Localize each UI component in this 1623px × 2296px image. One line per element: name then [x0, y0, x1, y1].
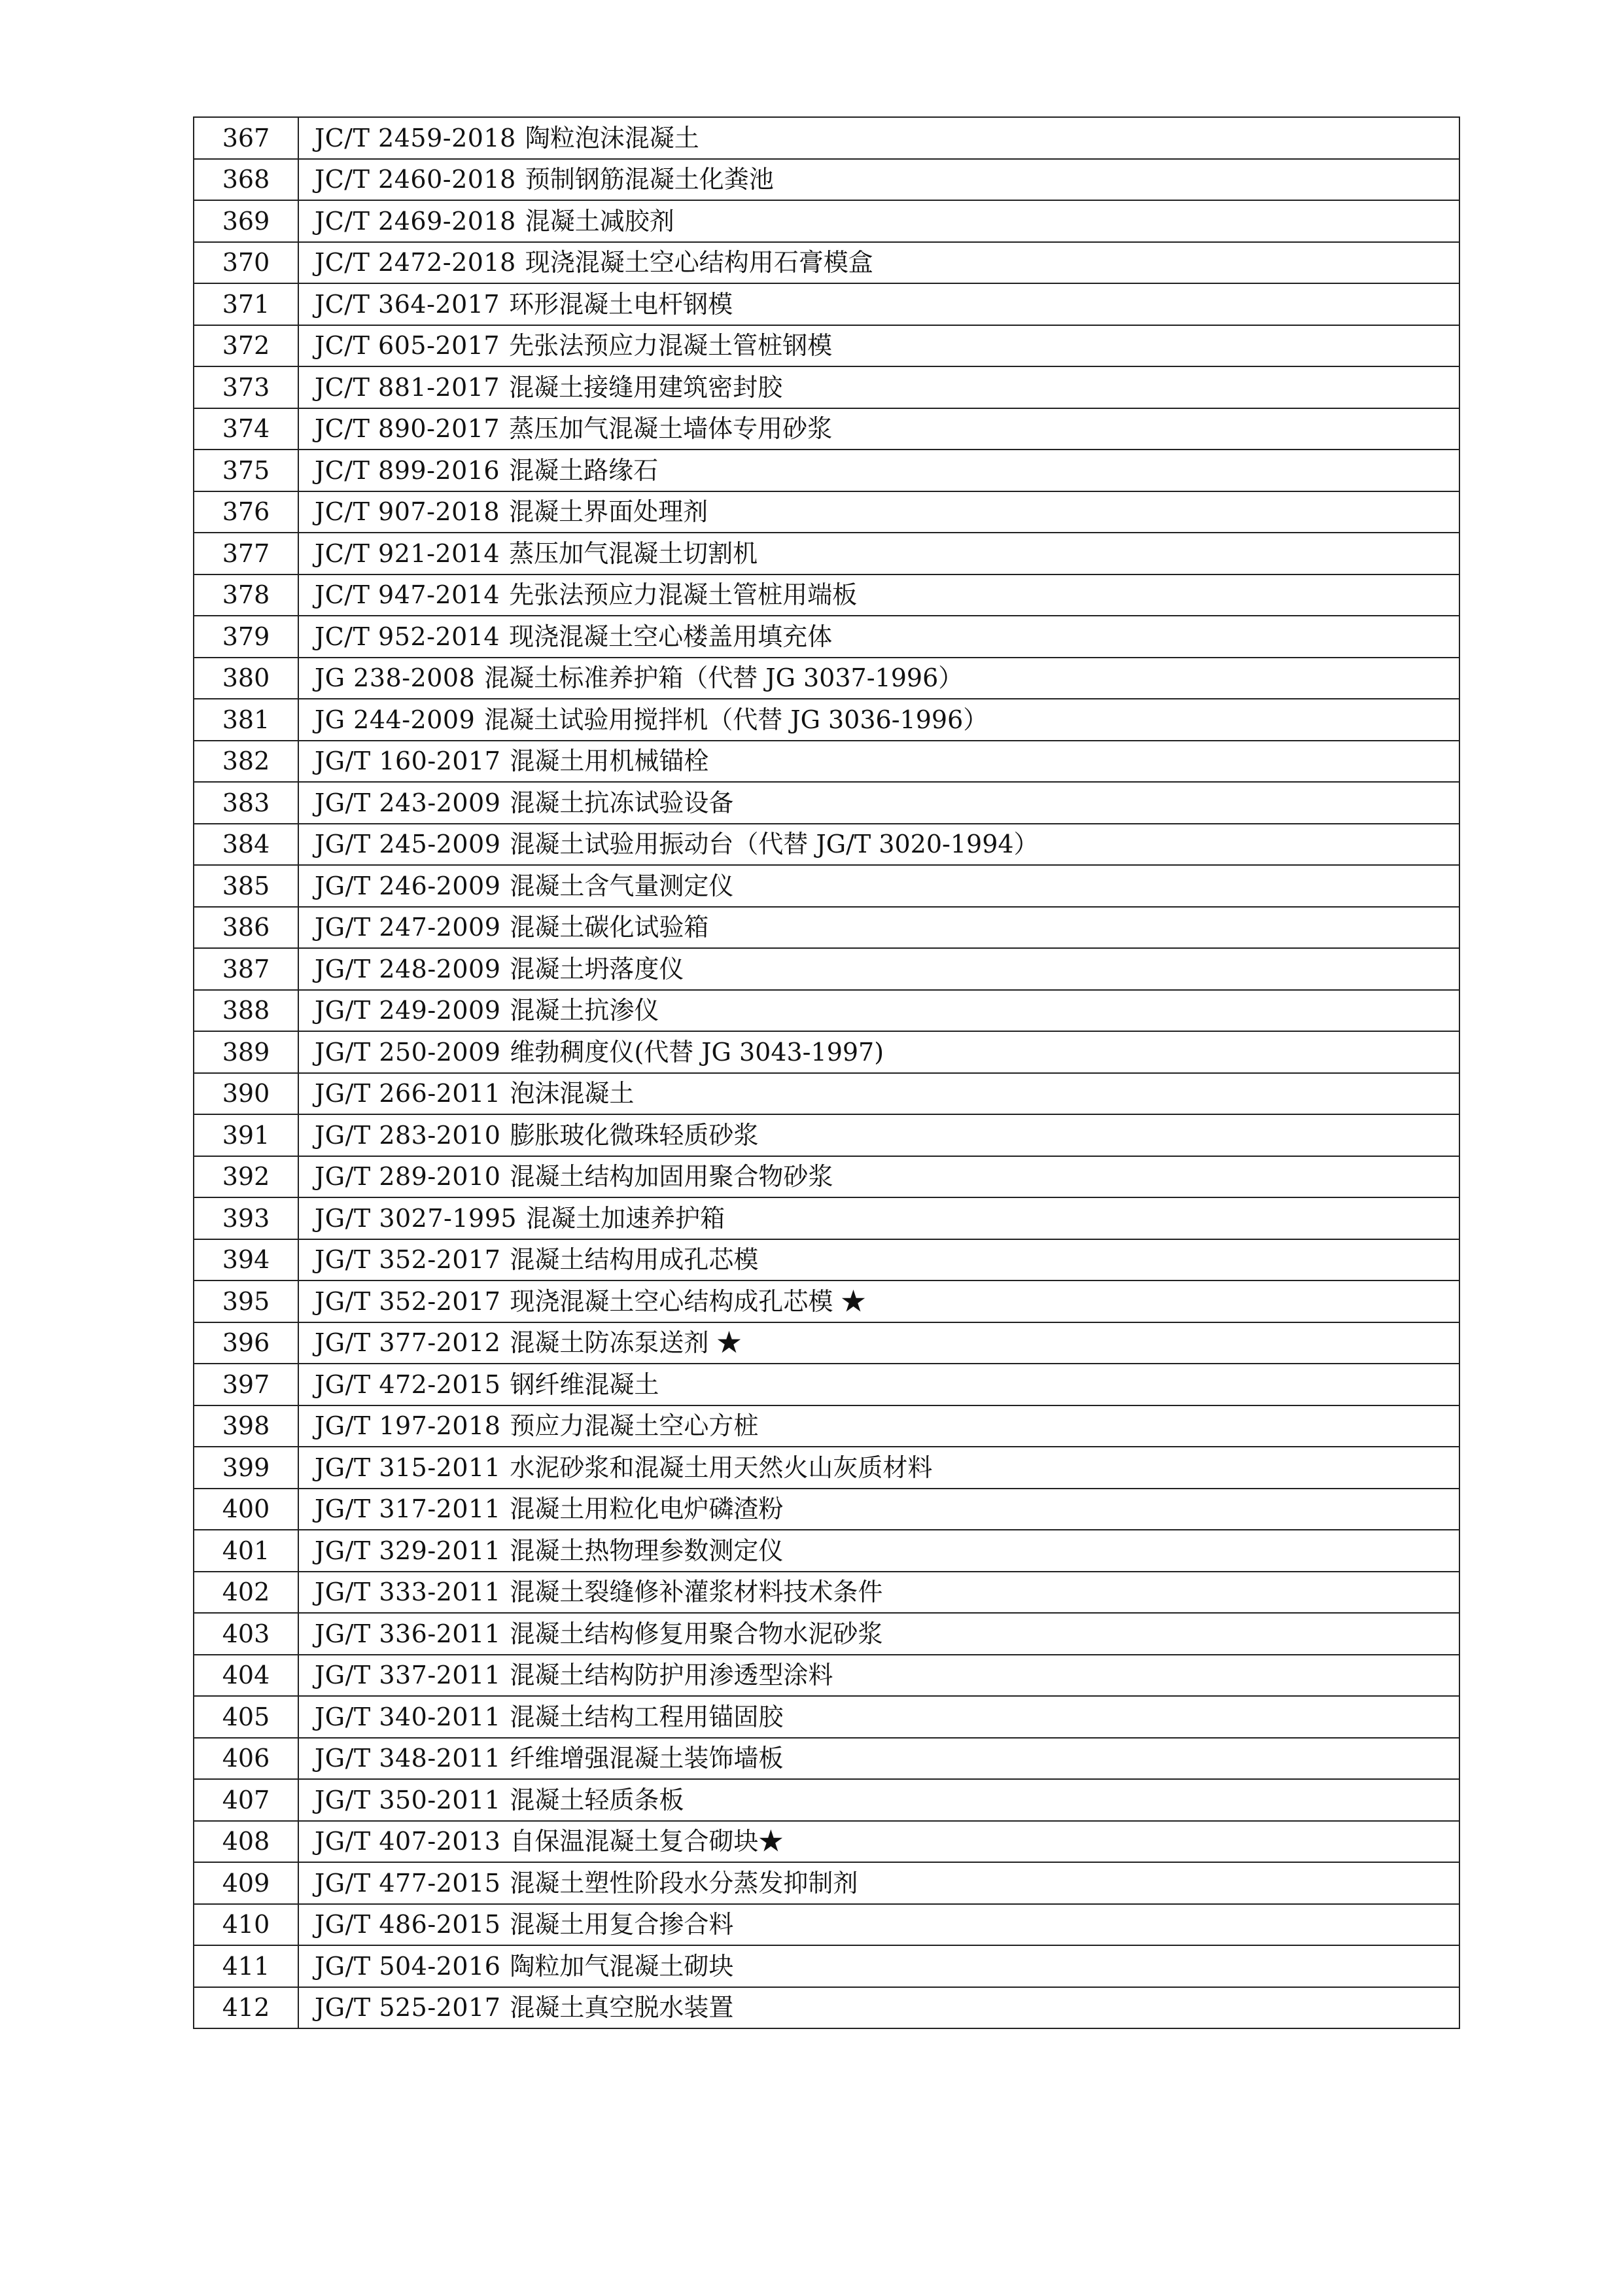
standard-code: JG/T 352-2017: [315, 1286, 501, 1316]
standard-title: 混凝土试验用振动台（代替 JG/T 3020-1994）: [510, 830, 1039, 859]
row-number: 378: [194, 574, 298, 616]
standard-title: 环形混凝土电杆钢模: [509, 289, 733, 319]
standard-title: 现浇混凝土空心楼盖用填充体: [509, 622, 833, 651]
table-row: [194, 200, 1459, 242]
row-number: 393: [194, 1197, 298, 1239]
standard-cell: [298, 658, 1459, 699]
row-number: 391: [194, 1114, 298, 1156]
standard-code: JC/T 2472-2018: [315, 248, 516, 277]
standard-title: 蒸压加气混凝土切割机: [509, 539, 758, 568]
standard-cell: [298, 1904, 1459, 1946]
standard-code: JC/T 605-2017: [315, 331, 500, 361]
standard-code: JG/T 160-2017: [315, 747, 501, 776]
row-number: 377: [194, 533, 298, 574]
standard-title: 水泥砂浆和混凝土用天然火山灰质材料: [510, 1453, 933, 1482]
standard-code: JG/T 352-2017: [315, 1245, 501, 1275]
standard-title: 混凝土用复合掺合料: [510, 1910, 734, 1939]
row-number: 382: [194, 741, 298, 783]
standard-cell: [298, 283, 1459, 325]
row-number: 412: [194, 1987, 298, 2029]
standard-cell: [298, 117, 1459, 159]
standard-cell: [298, 907, 1459, 949]
standard-code: JG/T 329-2011: [315, 1536, 501, 1565]
standard-title: 混凝土结构加固用聚合物砂浆: [510, 1162, 833, 1192]
standard-code: JG/T 315-2011: [315, 1453, 501, 1482]
table-row: [194, 1530, 1459, 1572]
standard-title: 混凝土用粒化电炉磷渣粉: [510, 1494, 784, 1524]
standard-cell: [298, 200, 1459, 242]
standard-code: JG/T 407-2013: [315, 1827, 501, 1856]
table-row: [194, 782, 1459, 824]
standard-cell: [298, 1530, 1459, 1572]
standard-cell: [298, 699, 1459, 741]
table-row: [194, 1489, 1459, 1530]
table-row: [194, 325, 1459, 367]
row-number: 395: [194, 1280, 298, 1322]
standard-code: JC/T 364-2017: [315, 289, 500, 319]
table-row: [194, 907, 1459, 949]
standard-code: JG/T 377-2012: [315, 1328, 501, 1358]
row-number: 367: [194, 117, 298, 159]
table-row: [194, 699, 1459, 741]
standard-cell: [298, 408, 1459, 450]
standard-title: 混凝土减胶剂: [525, 206, 674, 236]
table-row: [194, 1987, 1459, 2029]
table-row: [194, 865, 1459, 907]
table-row: [194, 159, 1459, 201]
standard-title: 混凝土结构修复用聚合物水泥砂浆: [510, 1619, 883, 1648]
table-row: [194, 1821, 1459, 1863]
standard-code: JC/T 2469-2018: [315, 206, 516, 236]
standard-title: 混凝土含气量测定仪: [510, 871, 734, 900]
standard-title: 泡沫混凝土: [510, 1079, 635, 1108]
standard-code: JC/T 899-2016: [315, 455, 500, 485]
table-row: [194, 1945, 1459, 1987]
table-row: [194, 658, 1459, 699]
standard-cell: [298, 1738, 1459, 1780]
row-number: 384: [194, 824, 298, 866]
standard-cell: [298, 782, 1459, 824]
standard-cell: [298, 1239, 1459, 1281]
table-row: [194, 948, 1459, 990]
standard-code: JG/T 340-2011: [315, 1702, 501, 1731]
row-number: 405: [194, 1696, 298, 1738]
standard-title: 自保温混凝土复合砌块★: [510, 1827, 784, 1856]
row-number: 385: [194, 865, 298, 907]
standard-code: JC/T 890-2017: [315, 414, 500, 444]
standard-cell: [298, 1489, 1459, 1530]
standard-cell: [298, 741, 1459, 783]
standard-title: 混凝土抗冻试验设备: [510, 788, 734, 817]
standard-cell: [298, 1280, 1459, 1322]
table-row: [194, 1447, 1459, 1489]
standard-cell: [298, 616, 1459, 658]
standard-code: JG/T 245-2009: [315, 830, 501, 859]
standard-code: JG/T 486-2015: [315, 1910, 501, 1939]
row-number: 398: [194, 1405, 298, 1447]
standard-code: JG/T 337-2011: [315, 1661, 501, 1690]
standard-title: 纤维增强混凝土装饰墙板: [510, 1744, 784, 1773]
standard-title: 现浇混凝土空心结构用石膏模盒: [525, 248, 873, 277]
standard-cell: [298, 865, 1459, 907]
row-number: 408: [194, 1821, 298, 1863]
standard-title: 混凝土标准养护箱（代替 JG 3037-1996）: [484, 663, 964, 693]
table-row: [194, 574, 1459, 616]
standard-cell: [298, 1031, 1459, 1073]
standard-title: 混凝土路缘石: [509, 455, 659, 485]
row-number: 372: [194, 325, 298, 367]
row-number: 369: [194, 200, 298, 242]
table-row: [194, 824, 1459, 866]
row-number: 383: [194, 782, 298, 824]
standard-cell: [298, 1987, 1459, 2029]
standard-title: 混凝土结构用成孔芯模: [510, 1245, 759, 1275]
standard-cell: [298, 159, 1459, 201]
standard-cell: [298, 325, 1459, 367]
standard-cell: [298, 1779, 1459, 1821]
standard-title: 混凝土坍落度仪: [510, 954, 684, 983]
table-body: [194, 117, 1459, 2028]
row-number: 376: [194, 491, 298, 533]
standard-cell: [298, 1405, 1459, 1447]
standard-cell: [298, 450, 1459, 491]
table-row: [194, 990, 1459, 1032]
row-number: 379: [194, 616, 298, 658]
standard-title: 混凝土真空脱水装置: [510, 1993, 734, 2022]
table-row: [194, 616, 1459, 658]
row-number: 388: [194, 990, 298, 1032]
standard-title: 先张法预应力混凝土管桩钢模: [509, 331, 833, 361]
standard-title: 混凝土加速养护箱: [526, 1203, 725, 1233]
row-number: 373: [194, 366, 298, 408]
row-number: 390: [194, 1073, 298, 1115]
row-number: 381: [194, 699, 298, 741]
standard-title: 混凝土裂缝修补灌浆材料技术条件: [510, 1578, 883, 1607]
row-number: 410: [194, 1904, 298, 1946]
standard-title: 混凝土接缝用建筑密封胶: [509, 372, 783, 402]
standard-title: 预应力混凝土空心方桩: [510, 1411, 759, 1441]
standard-cell: [298, 1696, 1459, 1738]
standard-title: 混凝土试验用搅拌机（代替 JG 3036-1996）: [484, 705, 988, 734]
standard-cell: [298, 1821, 1459, 1863]
standard-title: 现浇混凝土空心结构成孔芯模 ★: [510, 1286, 866, 1316]
standard-code: JG/T 317-2011: [315, 1494, 501, 1524]
standard-code: JG/T 247-2009: [315, 913, 501, 942]
standard-code: JG/T 283-2010: [315, 1120, 501, 1150]
table-row: [194, 1073, 1459, 1115]
table-row: [194, 1862, 1459, 1904]
standard-code: JG/T 525-2017: [315, 1993, 501, 2022]
table-row: [194, 741, 1459, 783]
standard-cell: [298, 1364, 1459, 1405]
standard-title: 膨胀玻化微珠轻质砂浆: [510, 1120, 759, 1150]
standard-code: JG/T 336-2011: [315, 1619, 501, 1648]
standard-code: JG/T 348-2011: [315, 1744, 501, 1773]
standard-code: JC/T 2459-2018: [315, 123, 516, 152]
row-number: 371: [194, 283, 298, 325]
table-row: [194, 1779, 1459, 1821]
standards-table: [193, 116, 1460, 2029]
standard-title: 混凝土结构工程用锚固胶: [510, 1702, 784, 1731]
table-row: [194, 242, 1459, 284]
table-row: [194, 408, 1459, 450]
row-number: 380: [194, 658, 298, 699]
standard-code: JG/T 197-2018: [315, 1411, 501, 1441]
table-row: [194, 283, 1459, 325]
standard-code: JG/T 249-2009: [315, 996, 501, 1025]
row-number: 407: [194, 1779, 298, 1821]
row-number: 375: [194, 450, 298, 491]
standard-cell: [298, 1322, 1459, 1364]
standard-code: JG/T 243-2009: [315, 788, 501, 817]
standard-cell: [298, 990, 1459, 1032]
row-number: 392: [194, 1156, 298, 1198]
standard-title: 混凝土防冻泵送剂 ★: [510, 1328, 742, 1358]
standard-cell: [298, 1197, 1459, 1239]
standard-code: JC/T 921-2014: [315, 539, 500, 568]
row-number: 401: [194, 1530, 298, 1572]
standard-title: 混凝土抗渗仪: [510, 996, 659, 1025]
standard-title: 混凝土界面处理剂: [509, 497, 708, 527]
standard-cell: [298, 1655, 1459, 1697]
standard-cell: [298, 1114, 1459, 1156]
standard-cell: [298, 1073, 1459, 1115]
table-row: [194, 450, 1459, 491]
table-row: [194, 1031, 1459, 1073]
table-row: [194, 491, 1459, 533]
standard-cell: [298, 1447, 1459, 1489]
table-row: [194, 1364, 1459, 1405]
standard-title: 混凝土塑性阶段水分蒸发抑制剂: [510, 1868, 858, 1898]
row-number: 406: [194, 1738, 298, 1780]
row-number: 396: [194, 1322, 298, 1364]
row-number: 374: [194, 408, 298, 450]
standard-code: JC/T 881-2017: [315, 372, 500, 402]
table-row: [194, 1280, 1459, 1322]
row-number: 394: [194, 1239, 298, 1281]
standard-cell: [298, 366, 1459, 408]
table-row: [194, 117, 1459, 159]
standard-cell: [298, 1613, 1459, 1655]
standard-cell: [298, 533, 1459, 574]
standard-code: JG/T 350-2011: [315, 1785, 501, 1814]
standard-cell: [298, 824, 1459, 866]
row-number: 397: [194, 1364, 298, 1405]
row-number: 370: [194, 242, 298, 284]
standard-title: 预制钢筋混凝土化粪池: [525, 165, 774, 194]
row-number: 386: [194, 907, 298, 949]
standard-cell: [298, 491, 1459, 533]
standard-title: 混凝土结构防护用渗透型涂料: [510, 1661, 833, 1690]
table-row: [194, 366, 1459, 408]
standard-code: JG/T 250-2009: [315, 1037, 501, 1067]
row-number: 400: [194, 1489, 298, 1530]
table-row: [194, 1738, 1459, 1780]
table-row: [194, 1197, 1459, 1239]
standard-code: JG/T 477-2015: [315, 1868, 501, 1898]
row-number: 389: [194, 1031, 298, 1073]
table-row: [194, 533, 1459, 574]
standard-code: JG 238-2008: [315, 663, 476, 693]
row-number: 387: [194, 948, 298, 990]
standard-title: 混凝土用机械锚栓: [510, 747, 709, 776]
standard-code: JG/T 504-2016: [315, 1951, 501, 1981]
row-number: 404: [194, 1655, 298, 1697]
table-row: [194, 1114, 1459, 1156]
table-row: [194, 1613, 1459, 1655]
row-number: 368: [194, 159, 298, 201]
standard-title: 陶粒加气混凝土砌块: [510, 1951, 734, 1981]
standard-cell: [298, 948, 1459, 990]
standard-cell: [298, 1945, 1459, 1987]
row-number: 403: [194, 1613, 298, 1655]
standard-title: 陶粒泡沫混凝土: [525, 123, 699, 152]
standard-title: 蒸压加气混凝土墙体专用砂浆: [509, 414, 833, 444]
table-row: [194, 1904, 1459, 1946]
standard-cell: [298, 574, 1459, 616]
table-row: [194, 1696, 1459, 1738]
standard-title: 钢纤维混凝土: [510, 1369, 659, 1399]
table-row: [194, 1322, 1459, 1364]
standard-code: JG/T 246-2009: [315, 871, 501, 900]
standard-code: JC/T 907-2018: [315, 497, 500, 527]
standard-code: JG/T 472-2015: [315, 1369, 501, 1399]
standard-cell: [298, 242, 1459, 284]
standard-title: 混凝土轻质条板: [510, 1785, 684, 1814]
standard-title: 维勃稠度仪(代替 JG 3043-1997): [510, 1037, 884, 1067]
standard-cell: [298, 1156, 1459, 1198]
standard-code: JC/T 952-2014: [315, 622, 500, 651]
standard-title: 先张法预应力混凝土管桩用端板: [509, 580, 858, 610]
row-number: 399: [194, 1447, 298, 1489]
row-number: 411: [194, 1945, 298, 1987]
standard-code: JC/T 2460-2018: [315, 165, 516, 194]
row-number: 409: [194, 1862, 298, 1904]
standard-title: 混凝土碳化试验箱: [510, 913, 709, 942]
standard-cell: [298, 1862, 1459, 1904]
row-number: 402: [194, 1572, 298, 1614]
table-row: [194, 1156, 1459, 1198]
standard-code: JG/T 333-2011: [315, 1578, 501, 1607]
table-row: [194, 1405, 1459, 1447]
table-row: [194, 1655, 1459, 1697]
standard-cell: [298, 1572, 1459, 1614]
standard-code: JG 244-2009: [315, 705, 476, 734]
standard-code: JG/T 289-2010: [315, 1162, 501, 1192]
table-row: [194, 1572, 1459, 1614]
standard-code: JC/T 947-2014: [315, 580, 500, 610]
table-row: [194, 1239, 1459, 1281]
standard-code: JG/T 248-2009: [315, 954, 501, 983]
standard-code: JG/T 266-2011: [315, 1079, 501, 1108]
standard-code: JG/T 3027-1995: [315, 1203, 517, 1233]
standard-title: 混凝土热物理参数测定仪: [510, 1536, 784, 1565]
